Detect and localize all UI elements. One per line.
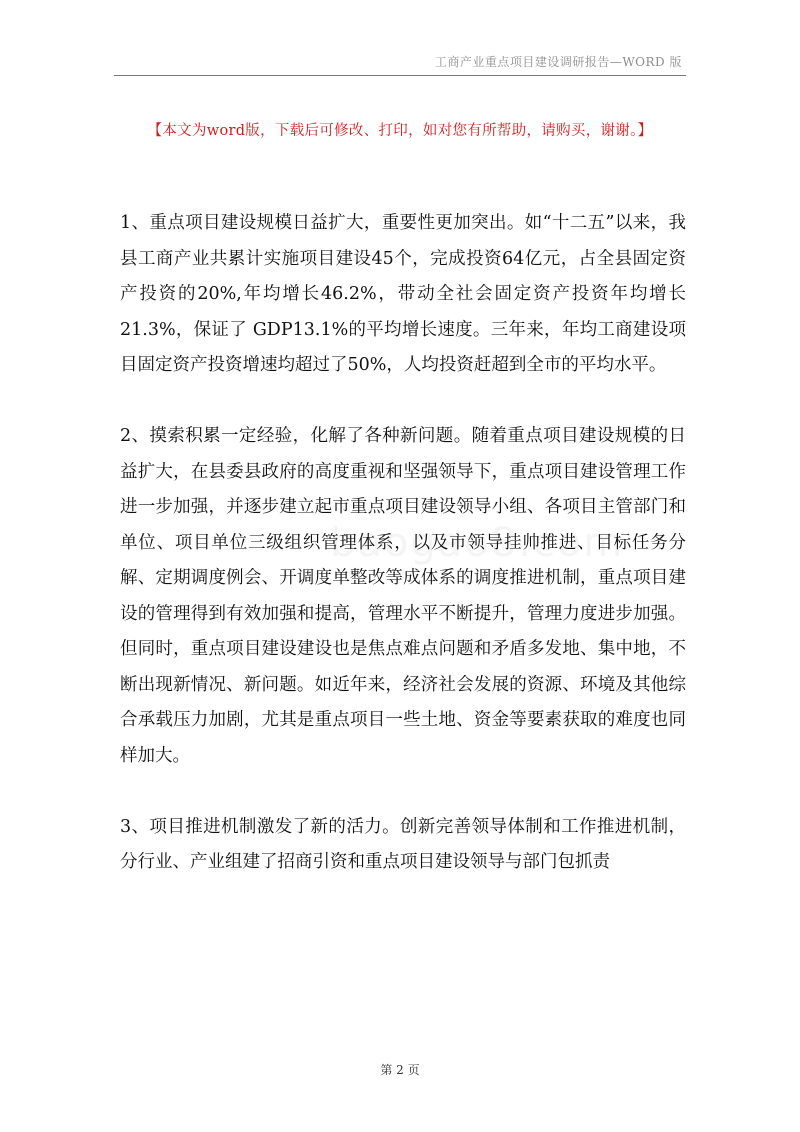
page-number: 第 2 页 (380, 1063, 420, 1077)
paragraph-3: 3、项目推进机制激发了新的活力。创新完善领导体制和工作推进机制，分行业、产业组建了招商引资和重点项目建设领导与部门包抓责 (120, 816, 686, 872)
document-body (120, 206, 686, 881)
header-title: 工商产业重点项目建设调研报告—WORD 版 (434, 55, 682, 69)
paragraph-1: 1、重点项目建设规模日益扩大，重要性更加突出。如“十二五”以来，我县工商产业共累计实施项目建设45个，完成投资64亿元，占全县固定资产投资的20%,年均增长46.2%，带动全社会固定资产投资年均增长 21.3%，保证了 GDP13.1%的平均增长速度。三年来，年均工商建设项目固定资产投资增速均超过了50%，人均投资赶超到全市的平均水平。 (120, 213, 686, 375)
header-divider (114, 75, 686, 76)
paragraph-2: 2、摸索积累一定经验，化解了各种新问题。随着重点项目建设规模的日益扩大，在县委县政府的高度重视和坚强领导下，重点项目建设管理工作进一步加强，并逐步建立起市重点项目建设领导小组、各项目主管部门和单位、项目单位三级组织管理体系，以及市领导挂帅推进、目标任务分解、定期调度例会、开调度单整改等成体系的调度推进机制，重点项目建设的管理得到有效加强和提高，管理水平不断提升，管理力度进步加强。但同时，重点项目建设建设也是焦点难点问题和矛盾多发地、集中地，不断出现新情况、新问题。如近年来，经济社会发展的资源、环境及其他综合承载压力加剧，尤其是重点项目一些土地、资金等要素获取的难度也同样加大。 (120, 426, 686, 766)
purchase-notice: 【本文为word版，下载后可修改、打印，如对您有所帮助，请购买，谢谢。】 (147, 123, 653, 139)
